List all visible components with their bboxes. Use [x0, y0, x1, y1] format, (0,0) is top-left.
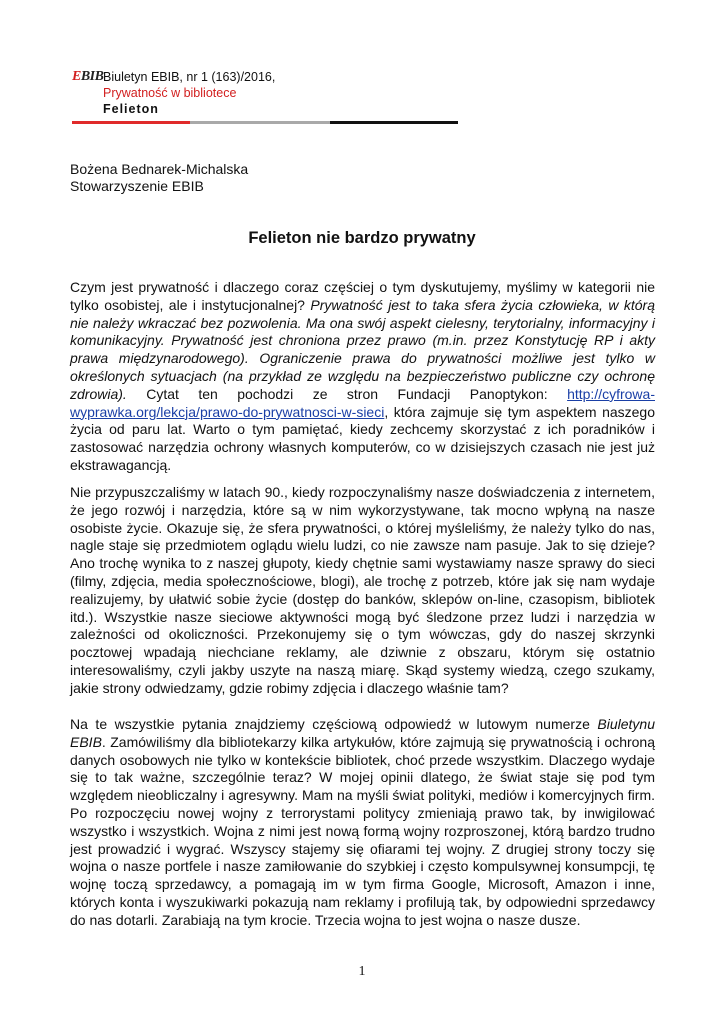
journal-name: Biuletynu EBIB: [70, 716, 655, 750]
panoptykon-link[interactable]: http://cyfrowa-wyprawka.org/lekcja/prawo-do-prywatnosci-w-sieci: [70, 385, 655, 420]
paragraph-3: Na te wszystkie pytania znajdziemy częściową odpowiedź w lutowym numerze Biuletynu EBIB. Zamówiliśmy dla bibliotekarzy kilka artykułów, które zajmują się prywatnością i ochroną danych osobowych nie tylko w kontekście bibliotek, choć przede wszystkim. Dlaczego wydaje się to tak ważne, szczególnie teraz? W mojej opinii dlatego, że świat staje się pod tym względem nieobliczalny i agresywny. Mam na myśli świat polityki, mediów i komercyjnych firm. Po rozpoczęciu nowej wojny z terrorystami politycy zmieniają prawo tak, by inwigilować wszystko i wszystkich. Wojna z nimi jest nową formą wojny rozproszonej, którą bardzo trudno jest prowadzić i wygrać. Wszyscy stajemy się ofiarami tej wojny. Z drugiej strony toczy się wojna o nasze portfele i nasze zamiłowanie do szybkiej i często kompulsywnej konsumpcji, tę wojnę toczą sprzedawcy, a pomagają im w tym firma Google, Microsoft, Amazon i inne, których konta i wyszukiwarki pokazują nam reklamy i profilują tak, by odpowiedni sprzedawcy do nas dotarli. Zarabiają na tym krocie. Trzecia wojna to jest wojna o nasze dusze.: [70, 716, 655, 928]
page-number: 1: [358, 964, 366, 979]
ebib-logo: EBIB: [72, 69, 104, 84]
panoptykon-quote: Prywatność jest to taka sfera życia człowieka, w którą nie należy wkraczać bez pozwolenia. Ma ona swój aspekt cielesny, terytorialny, informacyjny i komunikacyjny. Prywatność jest chroniona przez prawo (m.in. przez Konstytucję RP i akty prawa międzynarodowego). Ograniczenie prawa do prywatności możliwe jest tylko w określonych sytuacjach (na przykład ze względu na bezpieczeństwo publiczne czy ochronę zdrowia).: [70, 296, 655, 402]
journal-issue: Biuletyn EBIB, nr 1 (163)/2016,: [103, 70, 276, 84]
header-rule-gray: [190, 121, 330, 124]
issue-theme: Prywatność w bibliotece: [103, 86, 237, 100]
article-title: Felieton nie bardzo prywatny: [248, 229, 476, 247]
paragraph-2: Nie przypuszczaliśmy w latach 90., kiedy rozpoczynaliśmy nasze doświadczenia z internetem, że jego rozwój i narzędzia, które są w nim wykorzystywane, tak mocno wpłyną na nasze osobiste życie. Okazuje się, że sfera prywatności, o której myśleliśmy, że należy tylko do nas, nagle staje się przedmiotem oglądu wielu ludzi, co nie zawsze nam pasuje. Jak to się dzieje? Ano trochę wynika to z naszej głupoty, kiedy chętnie sami wystawiamy nasze sprawy do sieci (filmy, zdjęcia, media społecznościowe, blogi), ale trochę z potrzeb, które jak się nam wydaje realizujemy, by ułatwić sobie życie (dostęp do banków, sklepów on-line, czasopism, bibliotek itd.). Wszystkie nasze sieciowe aktywności mogą być śledzone przez ludzi i narzędzia w zależności od okoliczności. Przekonujemy się o tym wówczas, gdy do naszej skrzynki pocztowej wpadają niechciane reklamy, ale dziwnie z obszaru, którym się ostatnio interesowaliśmy, czyli jakby uszyte na naszą miarę. Skąd systemy wiedzą, czego szukamy, jakie strony odwiedzamy, gdzie robimy zdjęcia i dlaczego właśnie tam?: [70, 484, 655, 696]
paragraph-1: Czym jest prywatność i dlaczego coraz częściej o tym dyskutujemy, myślimy w kategorii nie tylko osobistej, ale i instytucjonalnej? Prywatność jest to taka sfera życia człowieka, w którą nie należy wkraczać bez pozwolenia. Ma ona swój aspekt cielesny, terytorialny, informacyjny i komunikacyjny. Prywatność jest chroniona przez prawo (m.in. przez Konstytucję RP i akty prawa międzynarodowego). Ograniczenie prawa do prywatności możliwe jest tylko w określonych sytuacjach (na przykład ze względu na bezpieczeństwo publiczne czy ochronę zdrowia). Cytat ten pochodzi ze stron Fundacji Panoptykon: http://cyfrowa-wyprawka.org/lekcja/prawo-do-prywatnosci-w-sieci, która zajmuje się tym aspektem naszego życia od paru lat. Warto o tym pamiętać, kiedy zechcemy skorzystać z ich poradników i zastosować narzędzia ochrony własnych komputerów, co w dzisiejszych czasach nie jest już ekstrawagancją.: [70, 279, 655, 473]
header-rule-black: [330, 121, 458, 124]
header-rule-red: [72, 121, 190, 124]
section-label: Felieton: [103, 102, 159, 116]
author-affiliation: Stowarzyszenie EBIB: [70, 178, 204, 194]
author-name: Bożena Bednarek-Michalska: [70, 161, 249, 177]
